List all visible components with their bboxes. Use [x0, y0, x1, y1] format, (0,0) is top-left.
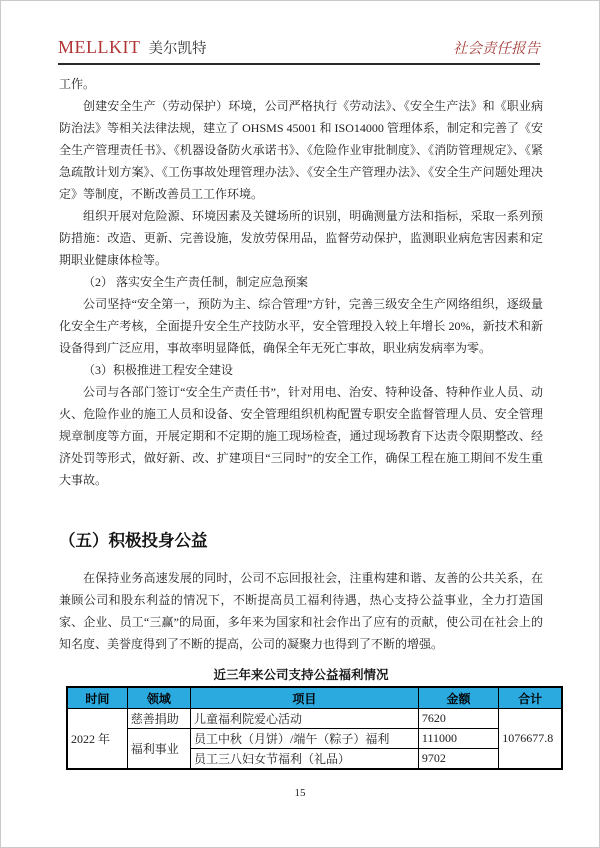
column-header-amount: 金额 — [418, 687, 498, 709]
paragraph-welfare-overview: 在保持业务高速发展的同时，公司不忘回报社会，注重构建和谐、友善的公共关系，在兼顾公司和股东利益的情况下，不断提高员工福利待遇，热心支持公益事业，全力打造国家、企业、员工“三赢”的局面，多年来为国家和社会作出了应有的贡献，使公司在社会上的知名度、美誉度得到了不断的提高，公司的凝聚力也得到了不断的增强。 — [59, 571, 543, 651]
cell-field-charity: 慈善捐助 — [127, 709, 190, 729]
paragraph-hazard-identification: 组织开展对危险源、环境因素及关键场所的识别，明确测量方法和指标，采取一系列预防措施：改造、更新、完善设施，发放劳保用品，监督劳动保护，监测职业病危害因素和定期职业健康体检等。 — [59, 209, 543, 267]
logo-wordmark: MELLKIT — [58, 37, 141, 57]
column-header-field: 领域 — [127, 687, 190, 709]
cell-project-festival: 员工中秋（月饼）/端午（粽子）福利 — [190, 729, 418, 749]
list-item-2: （2） 落实安全生产责任制，制定应急预案 — [83, 275, 309, 289]
cell-field-welfare: 福利事业 — [127, 729, 190, 770]
table-row — [67, 729, 562, 749]
cell-amount-2: 111000 — [418, 729, 498, 749]
table-title: 近三年来公司支持公益福利情况 — [213, 668, 389, 682]
column-header-total: 合计 — [499, 687, 562, 709]
cell-total: 1076677.8 — [499, 709, 562, 770]
document-body — [59, 73, 554, 770]
paragraph-safety-environment: 创建安全生产（劳动保护）环境，公司严格执行《劳动法》、《安全生产法》和《职业病防治法》等相关法律法规，建立了 OHSMS 45001 和 ISO14000 管理体系，制定和完善了《安全生产管理责任书》、《机器设备防火承诺书》、《危险作业审批制度》、《消防管理规定》、《紧急疏散计划方案》、《工伤事故处理管理办法》、《安全生产管理办法》、《安全生产问题处理决定》等制度，不断改善员工工作环境。 — [59, 99, 543, 201]
cell-amount-3: 9702 — [418, 749, 498, 770]
column-header-time: 时间 — [67, 687, 127, 709]
logo-chinese-name: 美尔凯特 — [148, 41, 207, 57]
cell-year: 2022 年 — [67, 709, 127, 770]
column-header-project: 项目 — [190, 687, 418, 709]
cell-project-orphanage: 儿童福利院爱心活动 — [190, 709, 418, 729]
welfare-table — [66, 686, 563, 770]
table-row — [67, 709, 562, 729]
company-logo — [58, 37, 206, 58]
list-item-3: （3）积极推进工程安全建设 — [83, 363, 234, 377]
paragraph-project-safety: 公司与各部门签订“安全生产责任书”，针对用电、治安、特种设备、特种作业人员、动火、危险作业的施工人员和设备、安全管理组织机构配置专职安全监督管理人员、安全管理规章制度等方面，开展定期和不定期的施工现场检查，通过现场教育下达责令限期整改、经济处罚等形式，做好新、改、扩建项目“三同时”的安全工作，确保工程在施工期间不发生重大事故。 — [59, 385, 543, 487]
paragraph-safety-policy: 公司坚持“安全第一，预防为主、综合管理”方针，完善三级安全生产网络组织，逐级量化安全生产考核，全面提升安全生产技防水平，安全管理投入较上年增长 20%，新技术和新设备得到广泛应用，事故率明显降低，确保全年无死亡事故，职业病发病率为零。 — [59, 297, 543, 355]
page-number: 15 — [294, 787, 306, 799]
cell-amount-1: 7620 — [418, 709, 498, 729]
page-header — [58, 37, 540, 65]
report-title: 社会责任报告 — [453, 41, 540, 57]
table-header-row — [67, 687, 562, 709]
section-heading-public-welfare: （五）积极投身公益 — [59, 532, 208, 550]
cell-project-womens-day: 员工三八妇女节福利（礼品） — [190, 749, 418, 770]
paragraph-continuation: 工作。 — [59, 77, 96, 91]
